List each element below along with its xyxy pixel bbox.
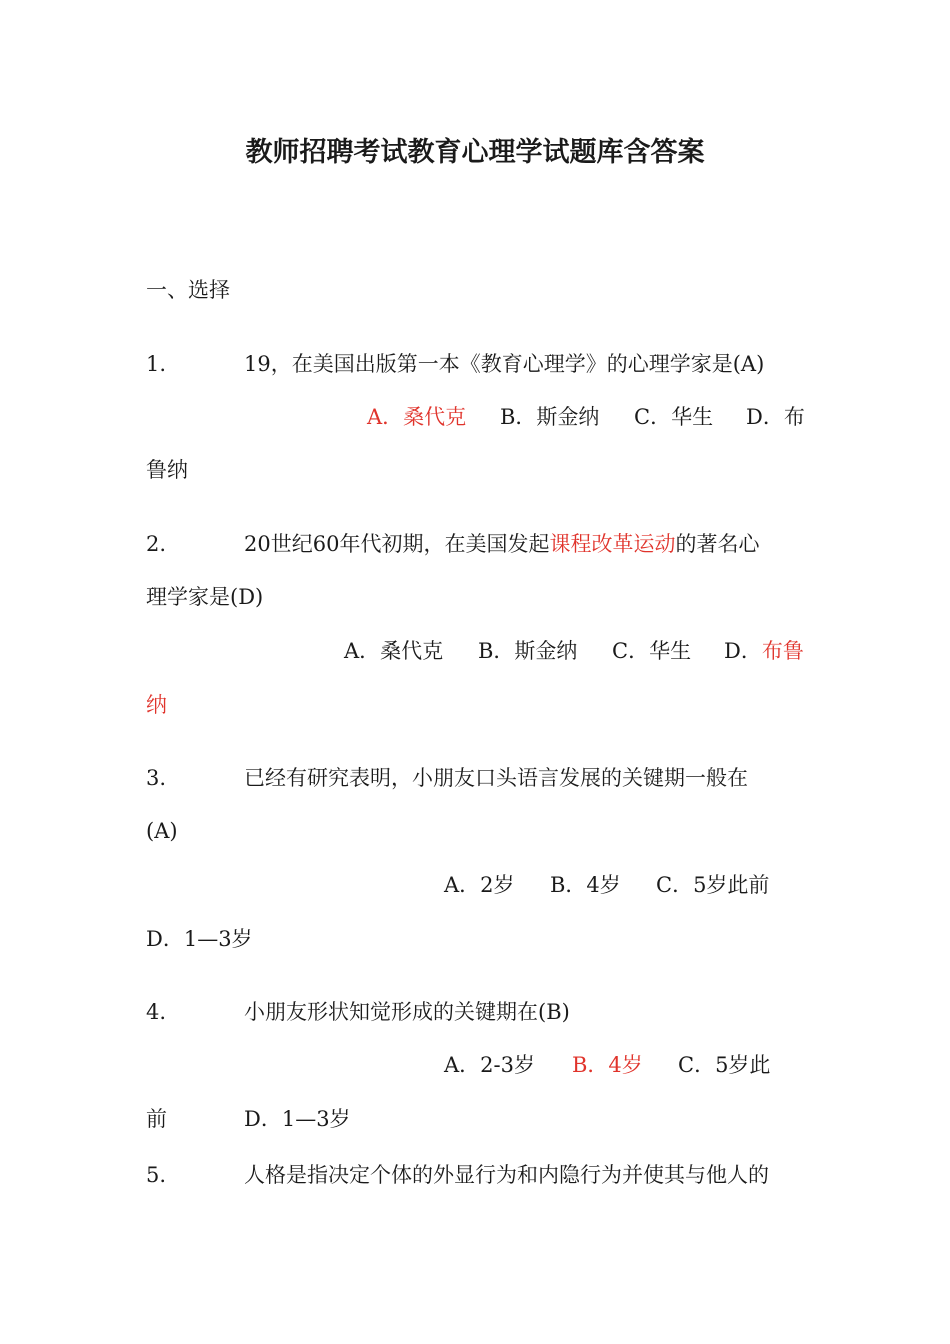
option-b: B．斯金纳 bbox=[500, 405, 600, 429]
option-d: D．1—3岁 bbox=[244, 1107, 351, 1131]
question-stem: 19，在美国出版第一本《教育心理学》的心理学家是(A) bbox=[244, 352, 765, 376]
question-number: 1. bbox=[146, 352, 167, 376]
option-a: A．桑代克 bbox=[344, 639, 444, 663]
question-number: 2. bbox=[146, 532, 167, 556]
question-stem: 人格是指决定个体的外显行为和内隐行为并使其与他人的 bbox=[244, 1163, 769, 1187]
option-c: C．华生 bbox=[634, 405, 714, 429]
question-stem bbox=[244, 531, 759, 557]
option-b: B．4岁 bbox=[550, 873, 621, 897]
option-c: C．华生 bbox=[612, 639, 692, 663]
question-stem: 小朋友形状知觉形成的关键期在(B) bbox=[244, 1000, 570, 1024]
option-d-correct bbox=[724, 638, 804, 664]
question-stem: 已经有研究表明，小朋友口头语言发展的关键期一般在 bbox=[244, 766, 748, 790]
question-number: 4. bbox=[146, 1000, 167, 1024]
stem-highlight: 课程改革运动 bbox=[549, 532, 676, 556]
option-a: A．2岁 bbox=[444, 873, 515, 897]
question-stem-continued: (A) bbox=[146, 819, 178, 843]
option-a-correct: A．桑代克 bbox=[367, 405, 467, 429]
option-text: 布鲁 bbox=[761, 639, 804, 663]
stem-text: 20世纪60年代初期，在美国发起 bbox=[244, 532, 550, 556]
option-d: D．1—3岁 bbox=[146, 927, 253, 951]
option-d: D．布 bbox=[746, 405, 805, 429]
option-c: C．5岁此前 bbox=[656, 873, 770, 897]
option-c-continued: 前 bbox=[146, 1107, 167, 1131]
question-number: 3. bbox=[146, 766, 167, 790]
option-c: C．5岁此 bbox=[678, 1053, 771, 1077]
option-b: B．斯金纳 bbox=[478, 639, 578, 663]
option-d-continued: 鲁纳 bbox=[146, 458, 188, 482]
option-b-correct: B．4岁 bbox=[572, 1053, 643, 1077]
option-label: D． bbox=[724, 639, 762, 663]
section-heading: 一、选择 bbox=[146, 278, 230, 302]
document-title: 教师招聘考试教育心理学试题库含答案 bbox=[245, 137, 705, 168]
question-number: 5. bbox=[146, 1163, 167, 1187]
option-d-continued: 纳 bbox=[146, 693, 167, 717]
stem-text: 的著名心 bbox=[675, 532, 760, 556]
question-stem-continued: 理学家是(D) bbox=[146, 585, 264, 609]
option-a: A．2-3岁 bbox=[444, 1053, 535, 1077]
